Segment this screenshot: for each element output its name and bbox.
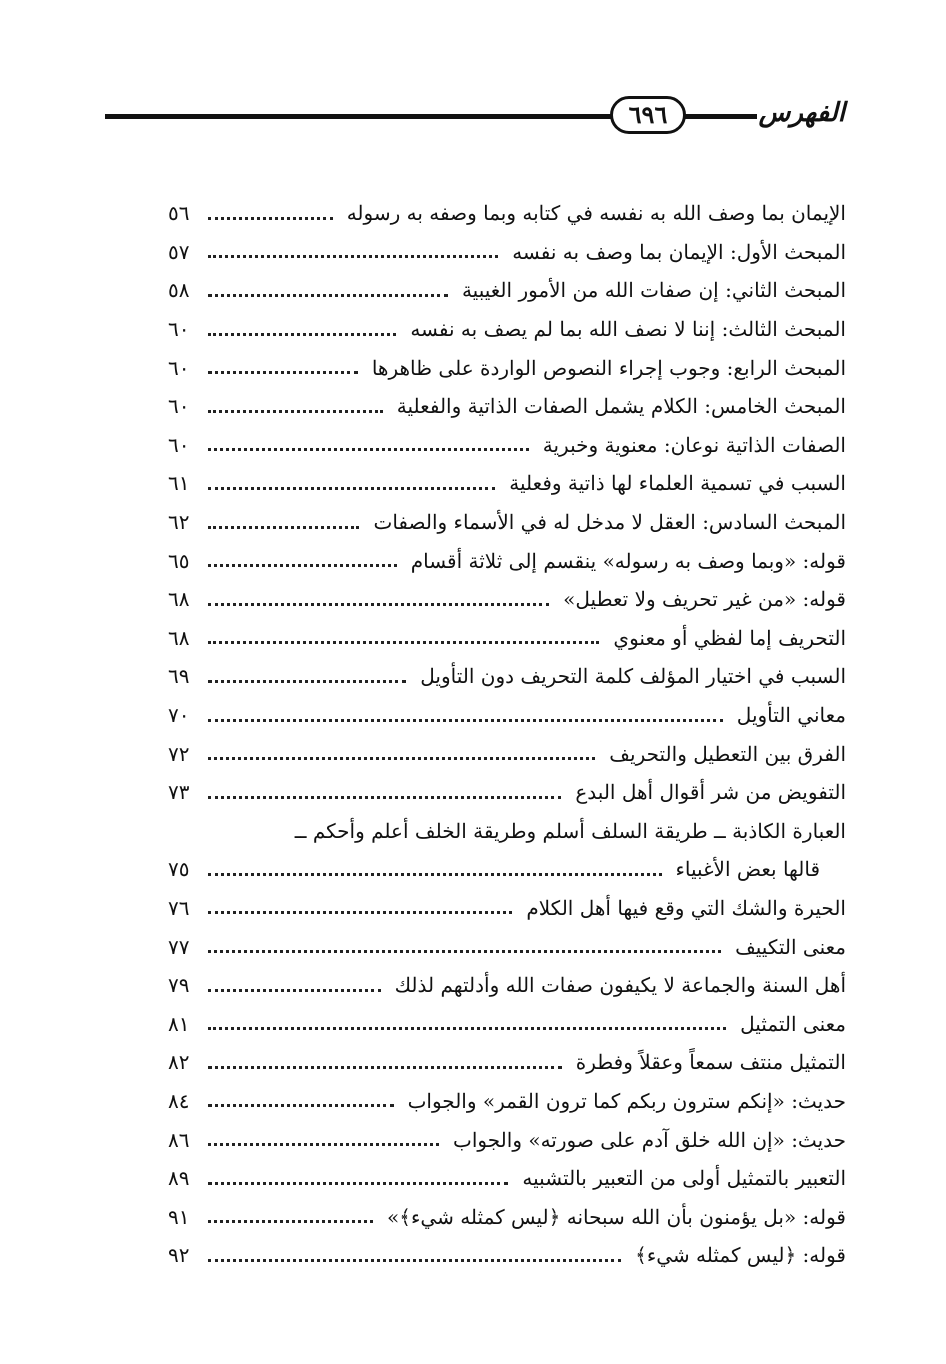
toc-entry-page: ٧٧ — [168, 934, 190, 959]
toc-entry — [168, 464, 846, 503]
page-number-badge: ٦٩٦ — [610, 96, 686, 134]
dot-leader — [208, 1143, 439, 1146]
dot-leader — [208, 950, 721, 953]
dot-leader — [208, 680, 406, 683]
toc-entry — [168, 310, 846, 349]
toc-entry — [168, 426, 846, 465]
toc-entry-title: حديث: «إنكم سترون ربكم كما ترون القمر» والجواب — [407, 1088, 846, 1113]
toc-entry-page: ٦٠ — [168, 355, 190, 380]
toc-entry — [168, 734, 846, 773]
dot-leader — [208, 603, 549, 606]
toc-entry — [168, 1082, 846, 1121]
toc-entry-page: ٦٥ — [168, 548, 190, 573]
page-title: الفهرس — [758, 98, 845, 128]
toc-entry-title: السبب في تسمية العلماء لها ذاتية وفعلية — [509, 471, 846, 496]
toc-entry — [168, 1120, 846, 1159]
toc-entry-title: المبحث الرابع: وجوب إجراء النصوص الواردة على ظاهرها — [371, 355, 846, 380]
toc-entry-title: المبحث الثالث: إننا لا نصف الله بما لم يصف به نفسه — [410, 317, 846, 342]
toc-entry-page: ٧٦ — [168, 895, 190, 920]
toc-entry-title: حديث: «إن الله خلق آدم على صورته» والجواب — [453, 1127, 846, 1152]
toc-entry-title: المبحث الثاني: إن صفات الله من الأمور الغيبية — [461, 278, 846, 303]
dot-leader — [208, 294, 448, 297]
page-header — [105, 92, 845, 142]
toc-entry-title: الإيمان بما وصف الله به نفسه في كتابه وبما وصفه به رسوله — [346, 201, 846, 226]
dot-leader — [208, 796, 561, 799]
toc-entry-page: ٥٨ — [168, 278, 190, 303]
dot-leader — [208, 1182, 508, 1185]
toc-entry-title: قوله: ﴿ليس كمثله شيء﴾ — [635, 1243, 846, 1268]
dot-leader — [208, 1259, 621, 1262]
dot-leader — [208, 873, 662, 876]
dot-leader — [208, 217, 333, 220]
toc-entry-page: ٧٥ — [168, 857, 190, 882]
toc-entry — [168, 387, 846, 426]
toc-entry — [168, 657, 846, 696]
toc-entry-page: ٦٠ — [168, 432, 190, 457]
dot-leader — [208, 333, 396, 336]
dot-leader — [208, 757, 595, 760]
table-of-contents — [168, 194, 846, 1275]
toc-entry-page: ٦٢ — [168, 510, 190, 535]
toc-entry-title: قالها بعض الأغبياء — [675, 857, 820, 882]
toc-entry-title: السبب في اختيار المؤلف كلمة التحريف دون التأويل — [420, 664, 846, 689]
toc-entry-title: المبحث السادس: العقل لا مدخل له في الأسماء والصفات — [373, 510, 846, 535]
toc-entry-page: ٨٢ — [168, 1050, 190, 1075]
toc-entry — [168, 271, 846, 310]
toc-entry — [168, 889, 846, 928]
dot-leader — [208, 1027, 726, 1030]
dot-leader — [208, 1066, 562, 1069]
toc-entry-page: ٧٣ — [168, 780, 190, 805]
toc-entry-page: ٩٢ — [168, 1243, 190, 1268]
dot-leader — [208, 564, 397, 567]
toc-entry — [168, 812, 846, 851]
toc-entry-title: التحريف إما لفظي أو معنوي — [613, 625, 846, 650]
toc-entry — [168, 233, 846, 272]
toc-entry — [168, 1159, 846, 1198]
toc-entry-title: المبحث الأول: الإيمان بما وصف به نفسه — [512, 239, 846, 264]
dot-leader — [208, 371, 358, 374]
toc-entry — [168, 1197, 846, 1236]
toc-entry-page: ٧٢ — [168, 741, 190, 766]
toc-entry-title: الصفات الذاتية نوعان: معنوية وخبرية — [542, 432, 846, 457]
toc-entry-title: قوله: «وبما وصف به رسوله» ينقسم إلى ثلاثة أقسام — [410, 548, 846, 573]
toc-entry-page: ٦٨ — [168, 587, 190, 612]
toc-entry-title: أهل السنة والجماعة لا يكيفون صفات الله وأدلتهم لذلك — [394, 973, 846, 998]
dot-leader — [208, 641, 599, 644]
dot-leader — [208, 911, 512, 914]
toc-entry-page: ٨١ — [168, 1011, 190, 1036]
dot-leader — [208, 410, 383, 413]
toc-entry-title: الفرق بين التعطيل والتحريف — [609, 741, 846, 766]
toc-entry-title: المبحث الخامس: الكلام يشمل الصفات الذاتية والفعلية — [396, 394, 846, 419]
toc-entry-page: ٧٠ — [168, 703, 190, 728]
toc-entry — [168, 966, 846, 1005]
dot-leader — [208, 719, 723, 722]
toc-entry — [168, 927, 846, 966]
dot-leader — [208, 989, 381, 992]
toc-entry — [168, 348, 846, 387]
toc-entry — [168, 580, 846, 619]
toc-entry-page: ٨٤ — [168, 1088, 190, 1113]
toc-entry — [168, 1004, 846, 1043]
toc-entry — [168, 194, 846, 233]
toc-entry-page: ٩١ — [168, 1204, 190, 1229]
dot-leader — [208, 526, 359, 529]
toc-entry-title: قوله: «بل يؤمنون بأن الله سبحانه ﴿ليس كمثله شيء﴾» — [387, 1204, 846, 1229]
toc-entry-title: التعبير بالتمثيل أولى من التعبير بالتشبيه — [522, 1166, 846, 1191]
toc-entry-page: ٦١ — [168, 471, 190, 496]
toc-entry-page: ٨٩ — [168, 1166, 190, 1191]
toc-entry-page: ٥٦ — [168, 201, 190, 226]
dot-leader — [208, 255, 498, 258]
toc-entry-title: التمثيل منتف سمعاً وعقلاً وفطرة — [575, 1050, 846, 1075]
toc-entry — [168, 696, 846, 735]
dot-leader — [208, 1220, 373, 1223]
toc-entry — [168, 850, 846, 889]
toc-entry-page: ٦٨ — [168, 625, 190, 650]
toc-entry — [168, 619, 846, 658]
toc-entry-title: معنى التمثيل — [740, 1011, 846, 1036]
dot-leader — [208, 487, 495, 490]
toc-entry-title: العبارة الكاذبة ــ طريقة السلف أسلم وطريقة الخلف أعلم وأحكم ــ — [294, 818, 846, 843]
toc-entry-page: ٦٠ — [168, 317, 190, 342]
toc-entry-page: ٦٩ — [168, 664, 190, 689]
toc-entry — [168, 541, 846, 580]
toc-entry — [168, 503, 846, 542]
toc-entry-title: معاني التأويل — [736, 703, 846, 728]
toc-entry-page: ٧٩ — [168, 973, 190, 998]
dot-leader — [208, 1104, 394, 1107]
toc-entry-page: ٥٧ — [168, 239, 190, 264]
toc-entry — [168, 773, 846, 812]
toc-entry-page: ٦٠ — [168, 394, 190, 419]
toc-entry — [168, 1043, 846, 1082]
toc-entry-title: معنى التكييف — [735, 934, 846, 959]
dot-leader — [208, 448, 529, 451]
toc-entry-title: قوله: «من غير تحريف ولا تعطيل» — [563, 587, 846, 612]
toc-entry — [168, 1236, 846, 1275]
toc-entry-title: الحيرة والشك التي وقع فيها أهل الكلام — [526, 895, 846, 920]
toc-entry-title: التفويض من شر أقوال أهل البدع — [575, 780, 846, 805]
toc-entry-page: ٨٦ — [168, 1127, 190, 1152]
